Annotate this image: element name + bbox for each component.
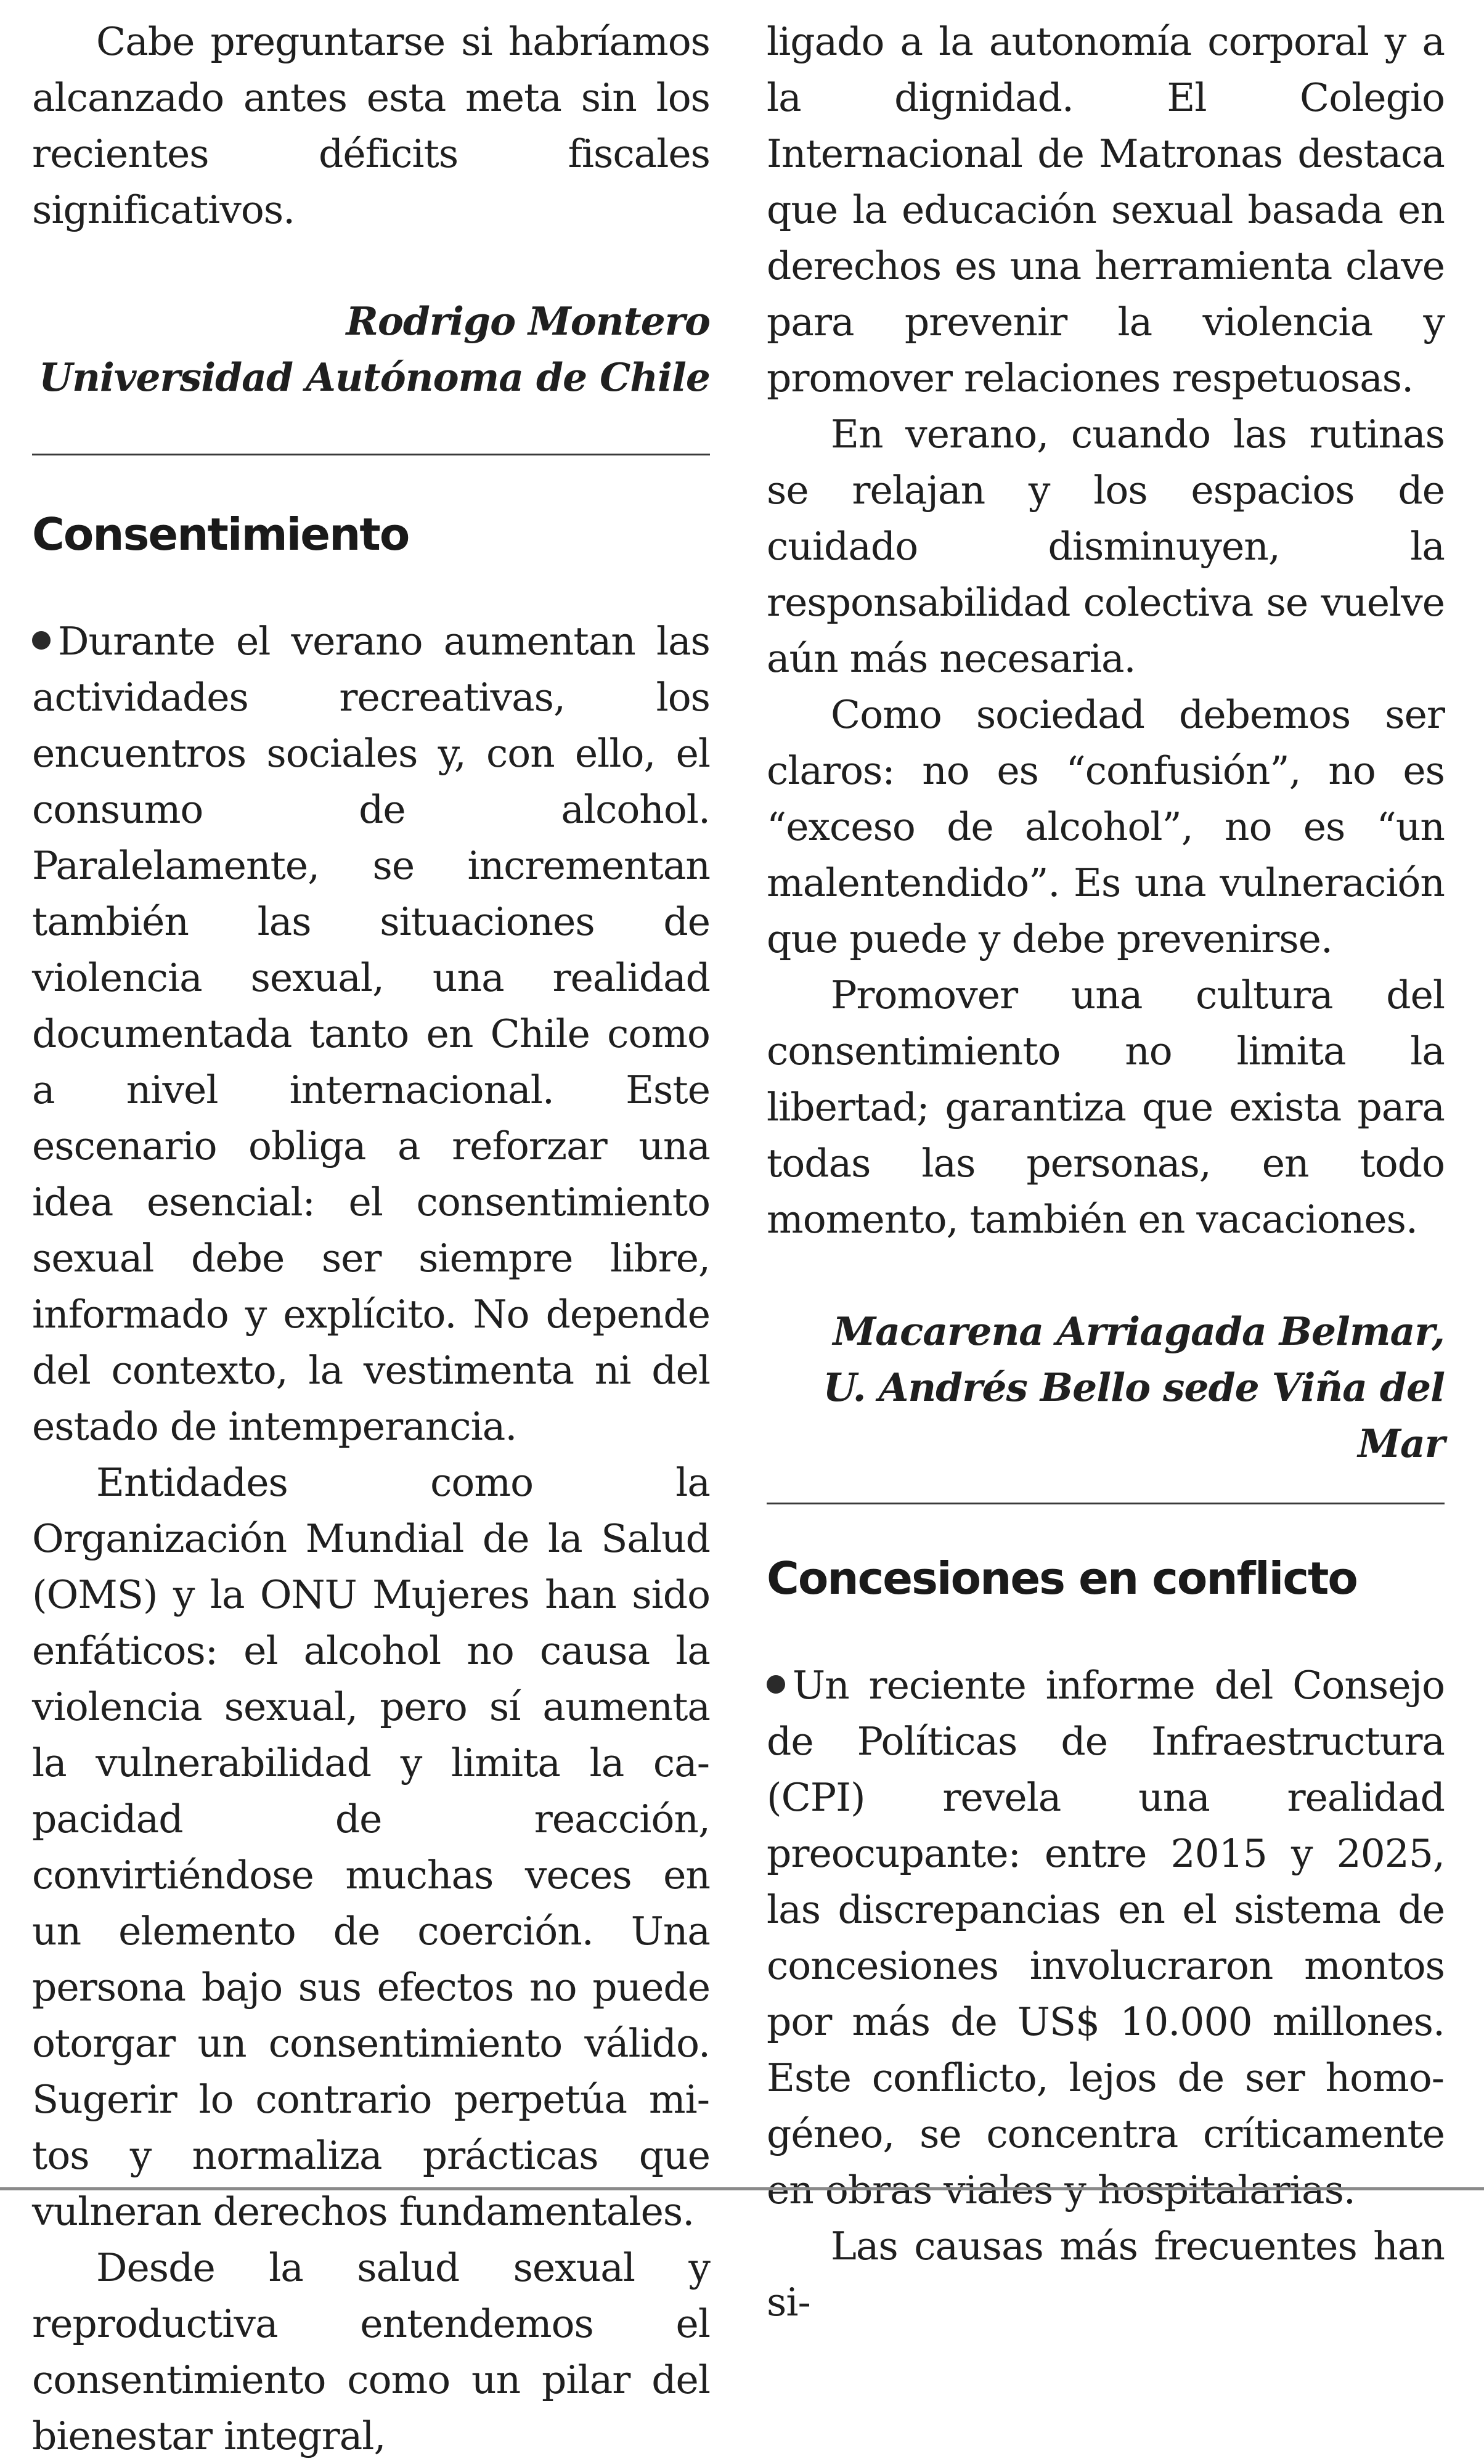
consentimiento-paragraph-6: Promover una cultura del consentimiento no limita la libertad; garantiza que exista para todas las personas, en todo momento, también en vacaciones.	[767, 973, 1445, 1242]
signature-name-rodrigo: Rodrigo Montero	[346, 298, 710, 344]
signature-affiliation-unab: U. Andrés Bello sede Viña del Mar	[823, 1365, 1445, 1466]
signature-affiliation-uautonoma: Universidad Autónoma de Chile	[39, 354, 710, 400]
consentimiento-paragraph-3-cont: ligado a la autonomía corporal y a la dignidad. El Colegio Internacional de Matronas destaca que la educación sexual basada en derechos es una herramienta clave para prevenir la violencia y promover relaciones respetuosas.	[767, 19, 1445, 401]
right-column	[767, 14, 1445, 2330]
bullet-icon	[767, 1675, 785, 1694]
page-bottom-rule	[0, 2187, 1484, 2190]
bullet-icon	[32, 631, 51, 650]
consentimiento-paragraph-4: En verano, cuando las rutinas se relajan y los espacios de cuidado disminuyen, la responsabilidad colectiva se vuelve aún más necesaria.	[767, 412, 1445, 681]
heading-consentimiento: Consentimiento	[32, 508, 409, 560]
heading-concesiones: Concesiones en conflicto	[767, 1552, 1357, 1604]
signature-name-macarena: Macarena Arriagada Belmar,	[833, 1308, 1445, 1354]
letter-tail-paragraph: Cabe preguntarse si habríamos alcanzado antes esta meta sin los recientes déficits fiscales significativos.	[32, 19, 710, 232]
left-column	[32, 14, 710, 2464]
concesiones-paragraph-1: Un reciente informe del Consejo de Políticas de Infraestructura (CPI) revela una realidad preocupante: entre 2015 y 2025, las discrepancias en el sistema de concesiones involucraron montos por más de US$ 10.000 millones. Este conflicto, lejos de ser homogéneo, se concentra críticamente en obras viales y hospitalarias.	[767, 1663, 1445, 2213]
concesiones-paragraph-2: Las causas más frecuentes han si-	[767, 2224, 1445, 2325]
consentimiento-paragraph-1: Durante el verano aumentan las actividades recreativas, los encuentros sociales y, con ello, el consumo de alcohol. Paralelamente, se incrementan también las situaciones de violencia sexual, una realidad documentada tanto en Chile como a nivel internacional. Este escenario obliga a reforzar una idea esencial: el consentimiento sexual debe ser siempre libre, informado y explícito. No depende del contexto, la vestimenta ni del estado de intemperancia.	[32, 619, 710, 1449]
consentimiento-paragraph-5: Como sociedad debemos ser claros: no es “confusión”, no es “exceso de alcohol”, no es “un malentendido”. Es una vulneración que puede y debe prevenirse.	[767, 692, 1445, 961]
consentimiento-paragraph-2: Entidades como la Organización Mundial de la Salud (OMS) y la ONU Mujeres han sido enfáticos: el alcohol no causa la violencia sexual, pero sí aumenta la vulnerabilidad y limita la capacidad de reacción, convirtiéndose muchas veces en un elemento de coerción. Una persona bajo sus efectos no puede otorgar un consentimiento válido. Sugerir lo contrario perpetúa mitos y normaliza prácticas que vulneran derechos fundamentales.	[32, 1460, 710, 2234]
consentimiento-paragraph-3: Desde la salud sexual y reproductiva entendemos el consentimiento como un pilar del bienestar integral,	[32, 2245, 710, 2458]
